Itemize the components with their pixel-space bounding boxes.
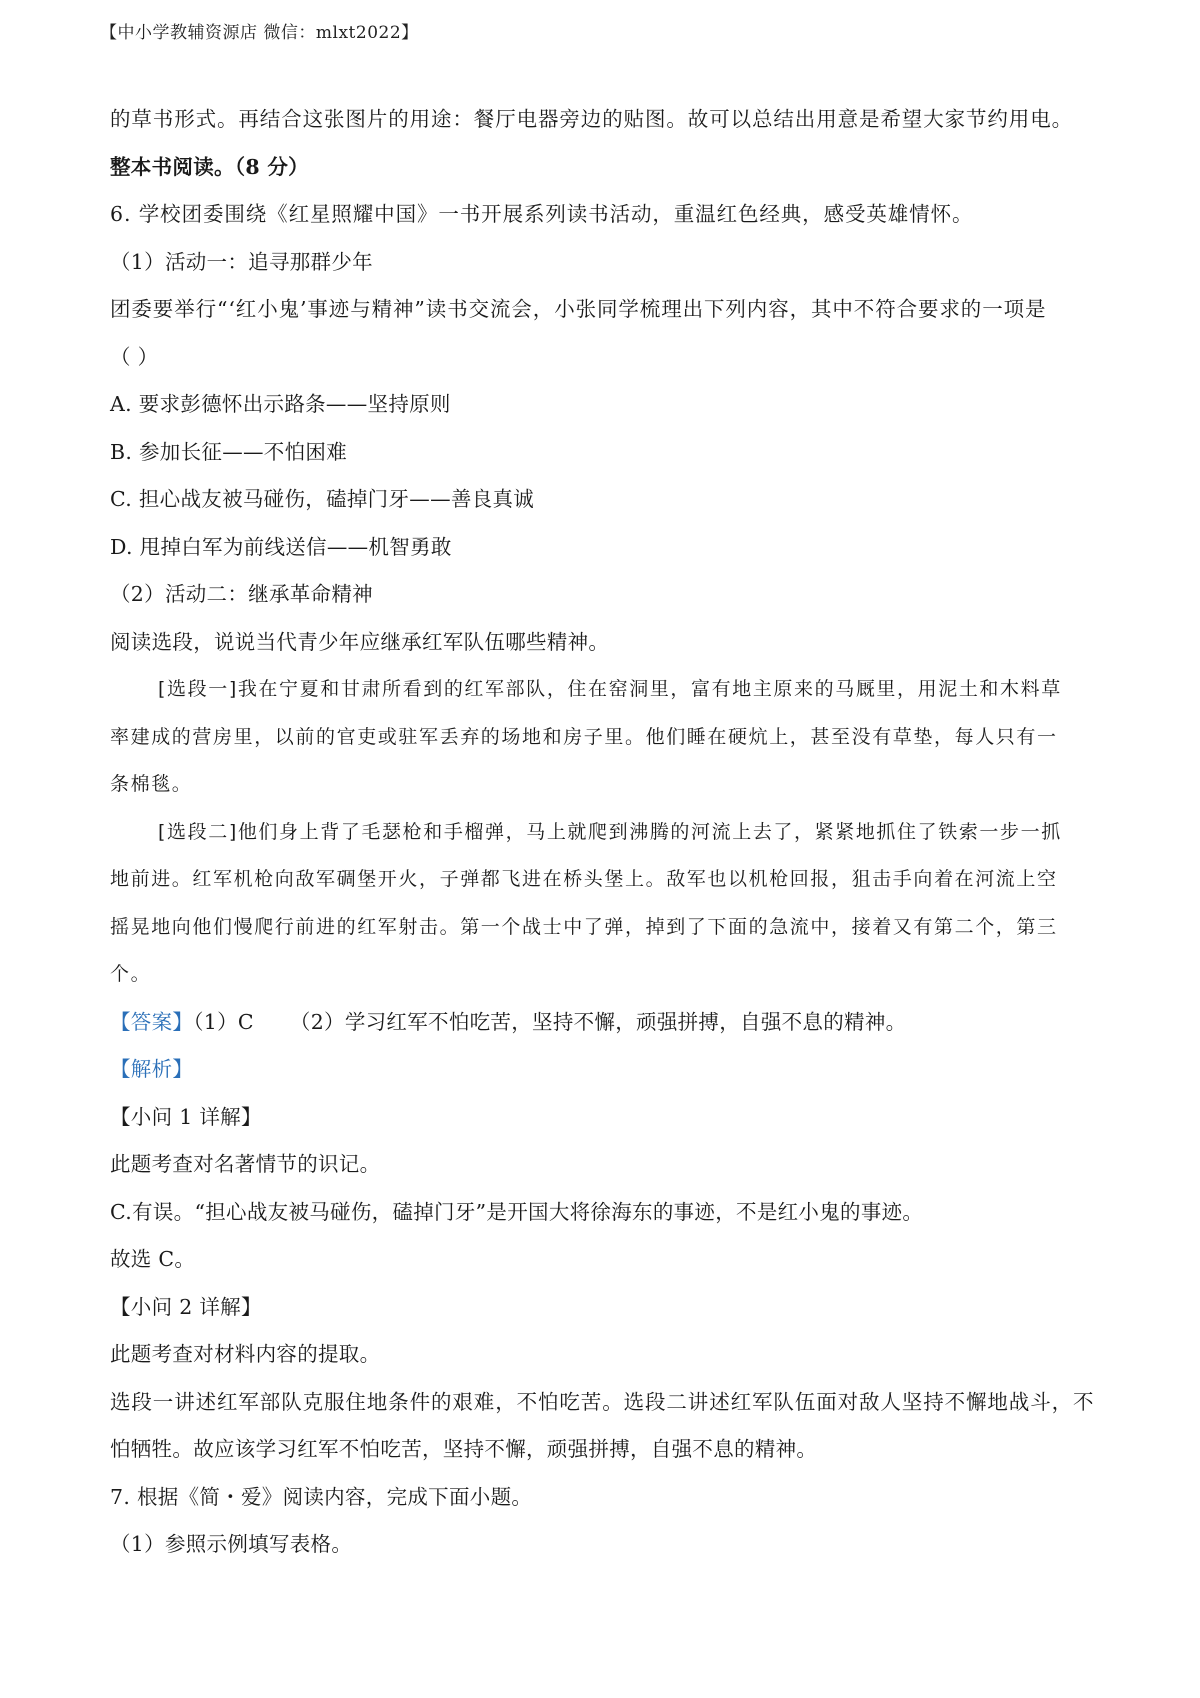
sub2-title: 【小问 2 详解】 [110,1294,262,1319]
sub1-line: 故选 C。 [110,1247,196,1271]
excerpt2-line: 个。 [110,963,152,985]
q6-answer-paren: （ ） [110,344,159,369]
excerpt2-line: 摇晃地向他们慢爬行前进的红军射击。第一个战士中了弹，掉到了下面的急流中，接着又有第二个，第三 [110,915,1058,938]
q6-part1-title: （1）活动一：追寻那群少年 [110,249,373,274]
q6-stem: 6. 学校团委围绕《红星照耀中国》一书开展系列读书活动，重温红色经典，感受英雄情怀。 [110,202,974,226]
excerpt1-line: 条棉毯。 [110,773,193,795]
intro-line: 的草书形式。再结合这张图片的用途：餐厅电器旁边的贴图。故可以总结出用意是希望大家节约用电。 [110,107,1073,131]
excerpt2-line: 地前进。红军机枪向敌军碉堡开火，子弹都飞进在桥头堡上。敌军也以机枪回报，狙击手向着在河流上空 [110,868,1058,890]
answer-row [110,999,1100,1047]
option-a: A. 要求彭德怀出示路条——坚持原则 [110,392,451,416]
sub2-line: 怕牺牲。故应该学习红军不怕吃苦，坚持不懈，顽强拼搏，自强不息的精神。 [110,1437,818,1461]
q7-stem: 7. 根据《简・爱》阅读内容，完成下面小题。 [110,1484,533,1509]
excerpt1-line: [选段一]我在宁夏和甘肃所看到的红军部队，住在窑洞里，富有地主原来的马厩里，用泥土和木料草 [158,678,1062,700]
option-c: C. 担心战友被马碰伤，磕掉门牙——善良真诚 [110,487,535,511]
document-body [110,96,1100,1569]
option-b: B. 参加长征——不怕困难 [110,439,347,464]
excerpt1-line: 率建成的营房里，以前的官吏或驻军丢弃的场地和房子里。他们睡在硬炕上，甚至没有草垫，每人只有一 [110,725,1058,748]
answer-part1: （1）C [193,1009,254,1034]
sub2-line: 此题考查对材料内容的提取。 [110,1342,381,1366]
option-d: D. 甩掉白军为前线送信——机智勇敢 [110,534,452,559]
answer-part2: （2）学习红军不怕吃苦，坚持不懈，顽强拼搏，自强不息的精神。 [289,1009,907,1034]
q6-part1-question: 团委要举行“‘红小鬼’事迹与精神”读书交流会，小张同学梳理出下列内容，其中不符合要求的一项是 [110,297,1047,321]
q6-part2-title: （2）活动二：继承革命精神 [110,582,373,606]
sub1-title: 【小问 1 详解】 [110,1104,262,1129]
sub1-line: C.有误。“担心战友被马碰伤，磕掉门牙”是开国大将徐海东的事迹，不是红小鬼的事迹。 [110,1199,924,1224]
excerpt2-line: [选段二]他们身上背了毛瑟枪和手榴弹，马上就爬到沸腾的河流上去了，紧紧地抓住了铁索一步一抓 [158,820,1062,843]
analysis-label: 【解析】 [110,1057,194,1081]
sub1-line: 此题考查对名著情节的识记。 [110,1152,381,1176]
q6-part2-prompt: 阅读选段，说说当代青少年应继承红军队伍哪些精神。 [110,629,610,654]
header-watermark: 【中小学教辅资源店 微信：mlxt2022】 [100,23,419,43]
q7-part1-title: （1）参照示例填写表格。 [110,1532,353,1556]
answer-label: 【答案】 [110,1009,194,1034]
sub2-line: 选段一讲述红军部队克服住地条件的艰难，不怕吃苦。选段二讲述红军队伍面对敌人坚持不懈地战斗，不 [110,1389,1095,1414]
section-title: 整本书阅读。（8 分） [110,154,309,179]
